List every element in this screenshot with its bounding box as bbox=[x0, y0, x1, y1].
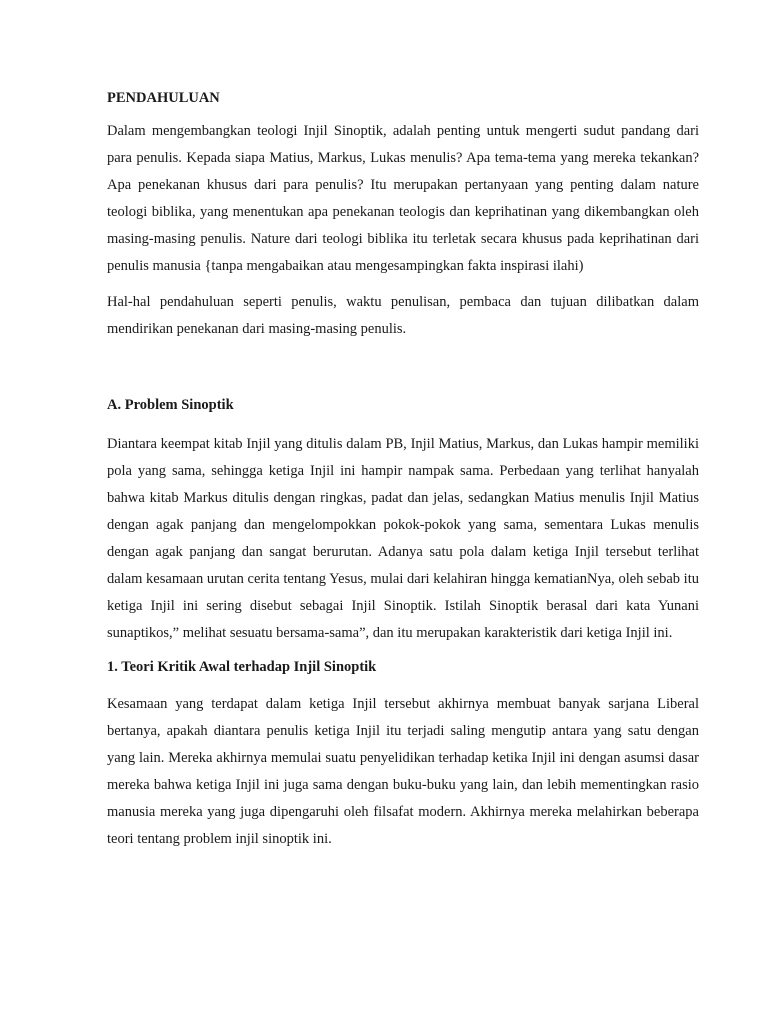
heading-teori-kritik: 1. Teori Kritik Awal terhadap Injil Sinoptik bbox=[107, 659, 377, 675]
paragraph-intro-2: Hal-hal pendahuluan seperti penulis, waktu penulisan, pembaca dan tujuan dilibatkan dalam mendirikan penekanan dari masing-masing penulis. bbox=[107, 294, 699, 337]
heading-problem-sinoptik: A. Problem Sinoptik bbox=[107, 397, 234, 413]
paragraph-intro-1: Dalam mengembangkan teologi Injil Sinoptik, adalah penting untuk mengerti sudut pandang dari para penulis. Kepada siapa Matius, Markus, Lukas menulis? Apa tema-tema yang mereka tekankan? Apa penekanan khusus dari para penulis? Itu merupakan pertanyaan yang penting dalam nature teologi biblika, yang menentukan apa penekanan teologis dan keprihatinan yang dikembangkan oleh masing-masing penulis. Nature dari teologi biblika itu terletak secara khusus pada keprihatinan dari penulis manusia {tanpa mengabaikan atau mengesampingkan fakta inspirasi ilahi) bbox=[107, 123, 699, 274]
document-body bbox=[107, 88, 699, 853]
heading-pendahuluan: PENDAHULUAN bbox=[107, 90, 220, 106]
paragraph-problem-sinoptik: Diantara keempat kitab Injil yang ditulis dalam PB, Injil Matius, Markus, dan Lukas hampir memiliki pola yang sama, sehingga ketiga Injil ini hampir nampak sama. Perbedaan yang terlihat hanyalah bahwa kitab Markus ditulis dengan ringkas, padat dan jelas, sedangkan Matius menulis Injil Matius dengan agak panjang dan mengelompokkan pokok-pokok yang sama, sementara Lukas menulis dengan agak panjang dan sangat berurutan. Adanya satu pola dalam ketiga Injil tersebut terlihat dalam kesamaan urutan cerita tentang Yesus, mulai dari kelahiran hingga kematianNya, oleh sebab itu ketiga Injil ini sering disebut sebagai Injil Sinoptik. Istilah Sinoptik berasal dari kata Yunani sunaptikos,” melihat sesuatu bersama-sama”, dan itu merupakan karakteristik dari ketiga Injil ini. bbox=[107, 436, 699, 641]
paragraph-teori-kritik: Kesamaan yang terdapat dalam ketiga Injil tersebut akhirnya membuat banyak sarjana Liberal bertanya, apakah diantara penulis ketiga Injil itu terjadi saling mengutip antara yang satu dengan yang lain. Mereka akhirnya memulai suatu penyelidikan terhadap ketika Injil ini dengan asumsi dasar mereka bahwa ketiga Injil ini juga sama dengan buku-buku yang lain, dan lebih mementingkan rasio manusia mereka yang juga dipengaruhi oleh filsafat modern. Akhirnya mereka melahirkan beberapa teori tentang problem injil sinoptik ini. bbox=[107, 696, 699, 847]
